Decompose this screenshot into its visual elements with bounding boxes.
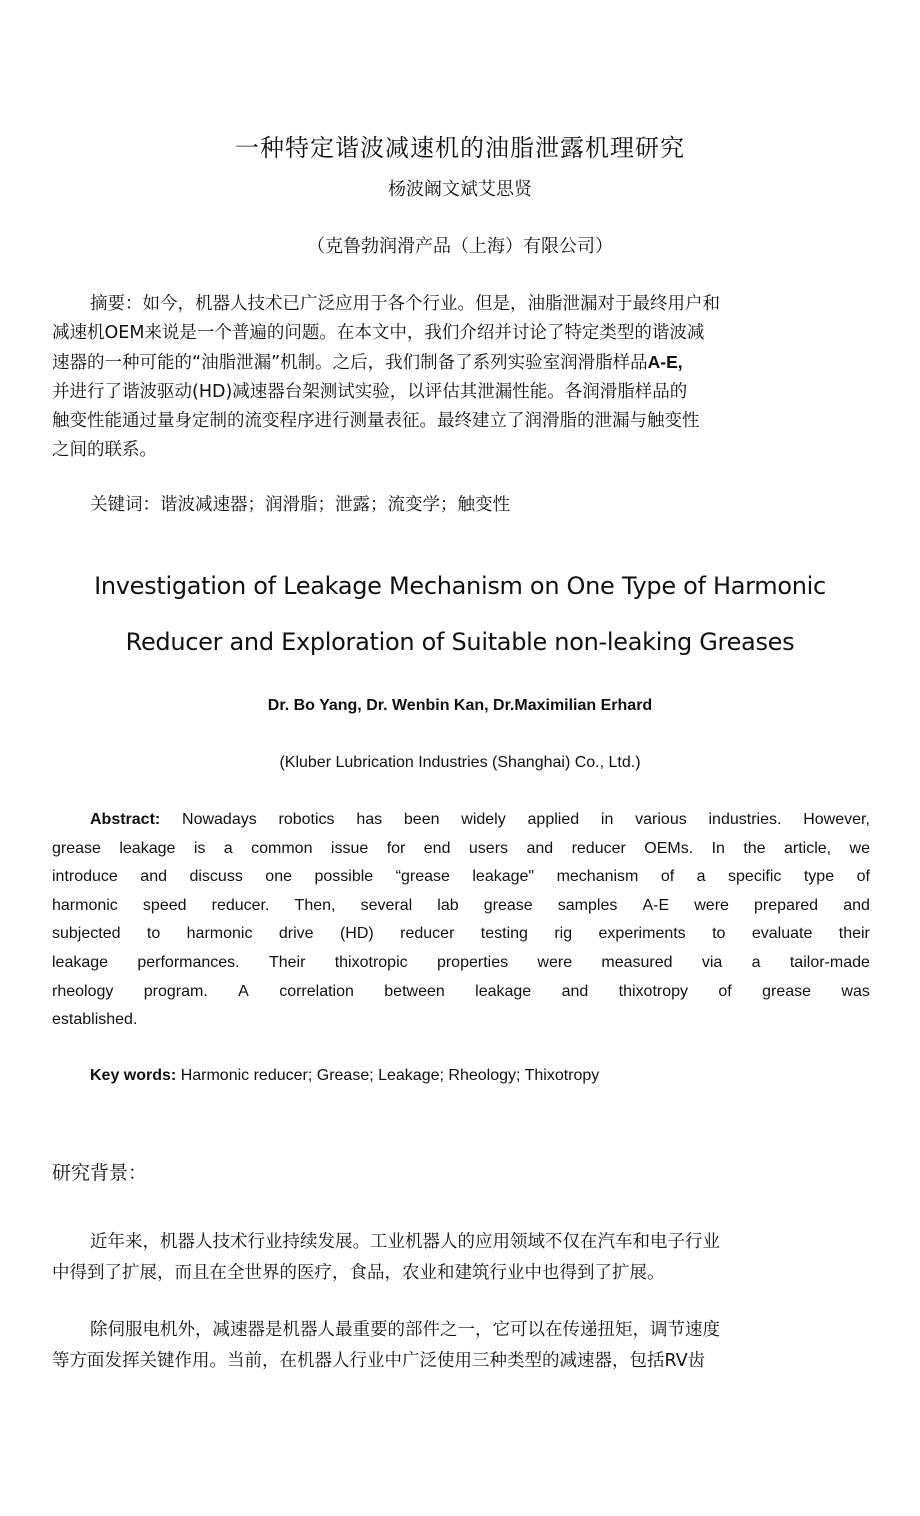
chinese-abstract bbox=[52, 290, 802, 465]
abstract-word: possible bbox=[314, 868, 374, 886]
english-abstract-line bbox=[52, 920, 870, 949]
abstract-word: However, bbox=[803, 811, 870, 828]
abstract-word: experiments bbox=[598, 925, 686, 943]
abstract-word: leakage bbox=[52, 953, 109, 971]
abstract-word: reducer bbox=[571, 839, 626, 857]
chinese-affiliation: （克鲁勃润滑产品（上海）有限公司） bbox=[307, 236, 613, 257]
abstract-word: performances. bbox=[137, 953, 240, 971]
abstract-word: of bbox=[660, 868, 675, 886]
abstract-word: their bbox=[838, 925, 870, 943]
abstract-word: and bbox=[140, 868, 167, 886]
abstract-word: grease bbox=[483, 896, 533, 914]
abstract-word: and bbox=[561, 982, 589, 1000]
abstract-word: subjected bbox=[52, 925, 121, 943]
abstract-word: testing bbox=[480, 925, 528, 943]
chinese-abstract-line-text: 速器的一种可能的“油脂泄漏”机制。之后，我们制备了系列实验室润滑脂样品 bbox=[52, 353, 648, 373]
abstract-word: users bbox=[468, 839, 509, 857]
paragraph-line: 中得到了扩展，而且在全世界的医疗，食品，农业和建筑行业中也得到了扩展。 bbox=[52, 1263, 665, 1283]
english-abstract-line bbox=[52, 835, 870, 864]
abstract-word: lab bbox=[437, 896, 459, 914]
paragraph-line: 等方面发挥关键作用。当前，在机器人行业中广泛使用三种类型的减速器，包括RV齿 bbox=[52, 1351, 706, 1371]
english-keywords bbox=[90, 1064, 599, 1088]
abstract-word: properties bbox=[436, 953, 509, 971]
section-heading-background: 研究背景： bbox=[52, 1162, 148, 1184]
paragraph-line: 近年来，机器人技术行业持续发展。工业机器人的应用领域不仅在汽车和电子行业 bbox=[90, 1232, 720, 1252]
abstract-word: for bbox=[386, 839, 406, 857]
abstract-word: applied bbox=[527, 811, 580, 828]
abstract-word: rig bbox=[554, 925, 573, 943]
abstract-word: evaluate bbox=[751, 925, 813, 943]
abstract-word: reducer bbox=[400, 925, 455, 943]
abstract-word: a bbox=[751, 953, 761, 971]
abstract-word: In bbox=[711, 839, 725, 857]
chinese-abstract-line: 触变性能通过量身定制的流变程序进行测量表征。最终建立了润滑脂的泄漏与触变性 bbox=[52, 411, 700, 431]
abstract-word: thixotropic bbox=[334, 953, 408, 971]
abstract-word: robotics bbox=[278, 811, 335, 828]
abstract-word: several bbox=[360, 896, 413, 914]
abstract-word: was bbox=[841, 982, 870, 1000]
abstract-word: harmonic bbox=[186, 925, 253, 943]
abstract-word: prepared bbox=[754, 896, 819, 914]
paragraph-line: 除伺服电机外，减速器是机器人最重要的部件之一，它可以在传递扭矩，调节速度 bbox=[90, 1320, 720, 1340]
abstract-word: harmonic bbox=[52, 896, 118, 914]
abstract-word: the bbox=[743, 839, 766, 857]
abstract-word: grease bbox=[52, 839, 101, 857]
english-abstract bbox=[52, 806, 870, 1035]
abstract-word: a bbox=[696, 868, 706, 886]
abstract-word: various bbox=[635, 811, 687, 828]
english-title-line: Reducer and Exploration of Suitable non-leaking Greases bbox=[125, 628, 795, 656]
abstract-word: reducer. bbox=[211, 896, 270, 914]
abstract-label: Abstract: bbox=[90, 811, 161, 828]
abstract-word: mechanism bbox=[556, 868, 639, 886]
abstract-word: to bbox=[712, 925, 726, 943]
english-abstract-line bbox=[52, 978, 870, 1007]
chinese-abstract-line: 摘要：如今，机器人技术已广泛应用于各个行业。但是，油脂泄漏对于最终用户和 bbox=[90, 294, 720, 314]
background-paragraph-2 bbox=[52, 1315, 812, 1377]
english-authors: Dr. Bo Yang, Dr. Wenbin Kan, Dr.Maximilian Erhard bbox=[267, 697, 653, 714]
abstract-word: been bbox=[403, 811, 440, 828]
chinese-abstract-line bbox=[52, 348, 802, 378]
chinese-title: 一种特定谐波减速机的油脂泄露机理研究 bbox=[235, 134, 685, 162]
english-keywords-text: Harmonic reducer; Grease; Leakage; Rheology; Thixotropy bbox=[176, 1067, 600, 1084]
abstract-word: and bbox=[843, 896, 870, 914]
chinese-keywords: 关键词：谐波减速器；润滑脂；泄露；流变学；触变性 bbox=[90, 495, 510, 515]
english-abstract-line bbox=[52, 949, 870, 978]
abstract-word: speed bbox=[142, 896, 187, 914]
abstract-word: introduce bbox=[52, 868, 118, 886]
abstract-word: via bbox=[701, 953, 723, 971]
abstract-word: rheology bbox=[52, 982, 114, 1000]
abstract-word: Then, bbox=[294, 896, 336, 914]
abstract-word: article, bbox=[784, 839, 832, 857]
abstract-word: leakage bbox=[475, 982, 532, 1000]
abstract-word: we bbox=[849, 839, 870, 857]
english-title bbox=[0, 558, 920, 670]
abstract-word: has bbox=[356, 811, 383, 828]
abstract-word: a bbox=[223, 839, 233, 857]
abstract-word: program. bbox=[143, 982, 208, 1000]
abstract-word: and bbox=[526, 839, 554, 857]
abstract-word: common bbox=[251, 839, 313, 857]
abstract-word: leakage bbox=[119, 839, 176, 857]
abstract-word: to bbox=[146, 925, 161, 943]
abstract-word: of bbox=[718, 982, 732, 1000]
abstract-word: between bbox=[384, 982, 445, 1000]
abstract-word: correlation bbox=[279, 982, 354, 1000]
abstract-word: Their bbox=[268, 953, 306, 971]
abstract-word: established. bbox=[52, 1011, 138, 1029]
abstract-word: were bbox=[537, 953, 573, 971]
abstract-word: one bbox=[265, 868, 292, 886]
chinese-authors: 杨波阚文斌艾思贤 bbox=[388, 179, 532, 200]
abstract-word: of bbox=[856, 868, 870, 886]
abstract-word: leakage" bbox=[472, 868, 535, 886]
english-abstract-line bbox=[52, 863, 870, 892]
english-keywords-label: Key words: bbox=[90, 1067, 177, 1084]
abstract-word: drive bbox=[278, 925, 314, 943]
abstract-word: samples bbox=[557, 896, 618, 914]
abstract-word: type bbox=[803, 868, 835, 886]
abstract-word: (HD) bbox=[339, 925, 374, 943]
background-paragraph-1 bbox=[52, 1227, 812, 1289]
english-abstract-line bbox=[52, 806, 870, 835]
english-title-line: Investigation of Leakage Mechanism on One Type of Harmonic bbox=[94, 572, 826, 600]
abstract-word: end bbox=[423, 839, 451, 857]
abstract-word: grease bbox=[762, 982, 812, 1000]
sample-range-bold: A-E, bbox=[647, 352, 683, 372]
abstract-word: issue bbox=[330, 839, 369, 857]
abstract-word: “grease bbox=[395, 868, 450, 886]
english-abstract-line bbox=[52, 1006, 870, 1035]
abstract-word: A-E bbox=[642, 896, 670, 914]
abstract-word: were bbox=[694, 896, 729, 914]
abstract-word: Nowadays bbox=[182, 811, 257, 828]
abstract-word: specific bbox=[728, 868, 782, 886]
chinese-abstract-line: 并进行了谐波驱动(HD)减速器台架测试实验，以评估其泄漏性能。各润滑脂样品的 bbox=[52, 382, 688, 402]
english-affiliation: (Kluber Lubrication Industries (Shanghai) Co., Ltd.) bbox=[279, 754, 641, 771]
abstract-word: measured bbox=[601, 953, 673, 971]
abstract-word: in bbox=[600, 811, 614, 828]
abstract-word: discuss bbox=[189, 868, 243, 886]
chinese-abstract-line: 减速机OEM来说是一个普遍的问题。在本文中，我们介绍并讨论了特定类型的谐波减 bbox=[52, 323, 705, 343]
abstract-word: widely bbox=[461, 811, 506, 828]
chinese-abstract-line: 之间的联系。 bbox=[52, 440, 157, 460]
english-abstract-line bbox=[52, 892, 870, 921]
abstract-word: is bbox=[193, 839, 206, 857]
abstract-word: A bbox=[238, 982, 249, 1000]
abstract-word: thixotropy bbox=[618, 982, 689, 1000]
abstract-word: industries. bbox=[708, 811, 782, 828]
abstract-word: tailor-made bbox=[789, 953, 870, 971]
abstract-word: OEMs. bbox=[644, 839, 694, 857]
